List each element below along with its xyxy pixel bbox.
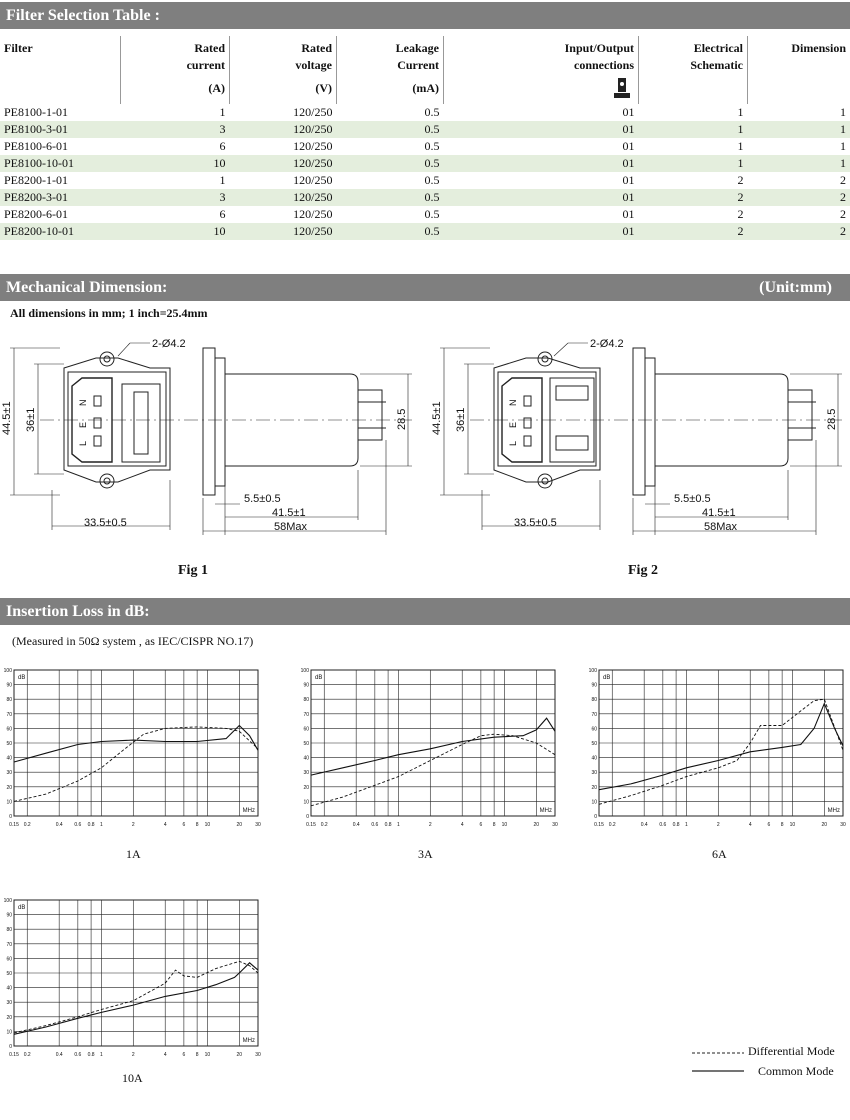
x-tick-label: 6: [182, 822, 186, 828]
x-tick-label: 8: [780, 822, 784, 828]
cell-leakage: 0.5: [424, 139, 440, 153]
connector-icon: [614, 78, 630, 100]
x-tick-label: 10: [204, 1052, 211, 1058]
x-tick-label: 2: [131, 1052, 135, 1058]
x-tick-label: 1: [684, 822, 688, 828]
y-tick-label: 0: [594, 814, 597, 820]
y-unit-label: dB: [315, 675, 323, 681]
x-tick-label: 0.15: [9, 822, 19, 828]
cell-io: 01: [444, 223, 639, 240]
y-tick-label: 70: [6, 711, 12, 718]
x-tick-label: 8: [195, 822, 199, 828]
filter-table-title: Filter Selection Table :: [6, 7, 160, 24]
cell-schematic: 1: [639, 121, 748, 138]
measure-note: (Measured in 50Ω system , as IEC/CISPR NO.17): [12, 634, 254, 648]
y-tick-label: 10: [6, 799, 12, 806]
y-tick-label: 50: [591, 741, 597, 747]
x-unit-label: MHz: [242, 808, 255, 814]
x-tick-label: 0.6: [74, 822, 82, 828]
cell-current: 6: [219, 139, 226, 153]
cell-current: 10: [121, 223, 230, 240]
legend-differential-label: Differential Mode: [748, 1044, 835, 1058]
y-tick-label: 70: [6, 941, 12, 948]
x-unit-label: MHz: [827, 808, 840, 814]
cell-filter: PE8100-10-01: [0, 155, 121, 172]
x-tick-label: 0.15: [306, 822, 316, 828]
col-io-connections: Input/Output connections: [444, 36, 639, 104]
legend-common-label: Common Mode: [758, 1064, 834, 1078]
cell-dimension: 1: [840, 139, 846, 153]
fig1-label: Fig 1: [178, 563, 208, 578]
y-tick-label: 60: [6, 956, 12, 963]
unit-label: (Unit:mm): [759, 279, 832, 296]
x-tick-label: 4: [163, 822, 167, 828]
cell-io: 01: [622, 207, 635, 221]
mechanical-title: Mechanical Dimension:: [6, 279, 168, 296]
x-unit-label: MHz: [242, 1038, 255, 1044]
cell-schematic: 1: [737, 105, 744, 119]
y-tick-label: 90: [6, 912, 12, 919]
x-tick-label: 2: [131, 822, 135, 828]
insertion-title: Insertion Loss in dB:: [6, 603, 150, 620]
chart-3a: [297, 662, 567, 832]
chart-1a-caption: 1A: [126, 847, 141, 861]
y-tick-label: 30: [303, 770, 309, 777]
x-tick-label: 6: [767, 822, 771, 828]
x-tick-label: 8: [492, 822, 496, 828]
cell-voltage: 120/250: [293, 139, 333, 153]
common-mode-line: [14, 963, 258, 1035]
y-unit-label: dB: [18, 905, 26, 911]
x-tick-label: 1: [99, 822, 103, 828]
x-unit-label: MHz: [539, 808, 552, 814]
y-tick-label: 40: [6, 985, 12, 992]
fig2-height-inner: 36±1: [455, 407, 467, 432]
x-tick-label: 0.15: [9, 1052, 19, 1058]
cell-leakage: 0.5: [337, 121, 444, 138]
y-tick-label: 100: [3, 898, 12, 904]
cell-current: 1: [219, 105, 226, 119]
x-tick-label: 2: [428, 822, 432, 828]
x-tick-label: 20: [236, 1052, 243, 1058]
cell-voltage: 120/250: [293, 207, 333, 221]
cell-filter: PE8200-10-01: [0, 223, 121, 240]
cell-leakage: 0.5: [424, 173, 440, 187]
chart-1a: [0, 662, 270, 832]
fig1-hole-bottom: [100, 474, 114, 488]
cell-dimension: 2: [840, 207, 846, 221]
common-mode-line: [311, 718, 555, 775]
filter-table-header-bar: [0, 2, 850, 29]
fig2-height-outer: 44.5±1: [431, 401, 443, 435]
y-tick-label: 0: [9, 1044, 12, 1050]
table-row: [0, 138, 850, 155]
fig1-height-outer: 44.5±1: [1, 401, 13, 435]
y-tick-label: 60: [6, 726, 12, 733]
cell-dimension: 2: [840, 173, 846, 187]
y-tick-label: 90: [303, 682, 309, 689]
cell-io: 01: [444, 121, 639, 138]
cell-voltage: 120/250: [230, 189, 337, 206]
cell-leakage: 0.5: [337, 189, 444, 206]
cell-io: 01: [622, 139, 635, 153]
fig2-body-height: 28.5: [826, 408, 838, 430]
fig1-width: 33.5±0.5: [84, 517, 127, 529]
y-tick-label: 70: [591, 711, 597, 718]
cell-leakage: 0.5: [337, 155, 444, 172]
col-electrical-schematic: Electrical Schematic: [639, 36, 748, 104]
fig1-pin-l: L: [78, 440, 88, 446]
cell-filter: PE8200-3-01: [0, 189, 121, 206]
cell-schematic: 2: [737, 207, 744, 221]
y-tick-label: 10: [6, 1029, 12, 1036]
cell-filter: PE8200-1-01: [4, 173, 68, 187]
fig1-inner-body: [68, 372, 166, 466]
y-tick-label: 20: [591, 784, 597, 791]
fig1-pin-e: E: [78, 421, 88, 428]
y-tick-label: 80: [303, 697, 309, 704]
y-tick-label: 50: [6, 971, 12, 977]
cell-io: 01: [622, 173, 635, 187]
fig1-body-height: 28.5: [396, 408, 408, 430]
chart-6a: [585, 662, 850, 832]
fig2-max-len: 58Max: [704, 521, 738, 533]
y-tick-label: 10: [591, 799, 597, 806]
cell-dimension: 1: [840, 105, 846, 119]
x-tick-label: 6: [479, 822, 483, 828]
table-row: [0, 172, 850, 189]
x-tick-label: 0.2: [320, 822, 328, 828]
differential-mode-line: [311, 734, 555, 806]
x-tick-label: 0.8: [87, 822, 95, 828]
col-rated-voltage: Rated voltage (V): [230, 36, 337, 104]
legend-differential-line: [692, 1050, 744, 1056]
y-tick-label: 20: [303, 784, 309, 791]
y-tick-label: 40: [303, 755, 309, 762]
y-unit-label: dB: [603, 675, 611, 681]
y-tick-label: 100: [588, 668, 597, 674]
legend-common-line: [692, 1068, 744, 1074]
x-tick-label: 30: [840, 822, 846, 828]
y-tick-label: 80: [6, 697, 12, 704]
y-tick-label: 80: [591, 697, 597, 704]
x-tick-label: 0.6: [371, 822, 379, 828]
fig2-drawing: [430, 330, 850, 540]
y-tick-label: 10: [303, 799, 309, 806]
fig1-flange-dim: 5.5±0.5: [244, 493, 281, 505]
insertion-header-bar: [0, 598, 850, 625]
table-row: [0, 121, 850, 138]
fig2-width: 33.5±0.5: [514, 517, 557, 529]
x-tick-label: 30: [255, 1052, 261, 1058]
cell-io: 01: [444, 189, 639, 206]
col-filter: Filter: [4, 41, 33, 55]
fig2-pin-l: L: [508, 440, 518, 446]
cell-leakage: 0.5: [424, 207, 440, 221]
table-row: [0, 155, 850, 172]
cell-voltage: 120/250: [230, 155, 337, 172]
y-tick-label: 0: [306, 814, 309, 820]
fig1-holes-label: 2-Ø4.2: [152, 338, 186, 350]
fig2-label: Fig 2: [628, 563, 658, 578]
x-tick-label: 6: [182, 1052, 186, 1058]
mechanical-header-bar: [0, 274, 850, 301]
cell-voltage: 120/250: [293, 173, 333, 187]
cell-dimension: 1: [748, 121, 850, 138]
y-tick-label: 100: [3, 668, 12, 674]
fig1-fuse-holder: [122, 384, 160, 462]
x-tick-label: 20: [821, 822, 828, 828]
y-tick-label: 30: [6, 770, 12, 777]
y-tick-label: 0: [9, 814, 12, 820]
y-tick-label: 40: [6, 755, 12, 762]
table-row: [0, 223, 850, 240]
fig2-pin-n: N: [508, 399, 518, 406]
y-tick-label: 30: [591, 770, 597, 777]
x-tick-label: 20: [236, 822, 243, 828]
common-mode-line: [599, 704, 843, 790]
y-tick-label: 50: [303, 741, 309, 747]
cell-schematic: 2: [639, 189, 748, 206]
differential-mode-line: [599, 699, 843, 804]
cell-filter: PE8100-1-01: [4, 105, 68, 119]
dimension-note: All dimensions in mm; 1 inch=25.4mm: [10, 306, 208, 320]
cell-current: 3: [121, 189, 230, 206]
cell-leakage: 0.5: [424, 105, 440, 119]
cell-current: 6: [219, 207, 226, 221]
x-tick-label: 0.4: [352, 822, 360, 828]
y-tick-label: 40: [591, 755, 597, 762]
col-rated-current: Rated current (A): [121, 36, 230, 104]
y-tick-label: 100: [300, 668, 309, 674]
y-tick-label: 90: [6, 682, 12, 689]
filter-selection-table: [0, 36, 850, 240]
differential-mode-line: [14, 727, 258, 802]
x-tick-label: 30: [552, 822, 558, 828]
cell-schematic: 1: [737, 139, 744, 153]
fig1-hole-top: [100, 352, 114, 366]
cell-leakage: 0.5: [337, 223, 444, 240]
cell-dimension: 2: [748, 189, 850, 206]
x-tick-label: 0.4: [55, 822, 63, 828]
fig1-side-flange: [203, 348, 215, 495]
fig2-body-len: 41.5±1: [702, 507, 736, 519]
cell-io: 01: [622, 105, 635, 119]
fig1-height-inner: 36±1: [25, 407, 37, 432]
x-tick-label: 4: [748, 822, 752, 828]
table-row: [0, 206, 850, 223]
fig2-pin-e: E: [508, 421, 518, 428]
cell-voltage: 120/250: [230, 121, 337, 138]
fig1-pin-n: N: [78, 399, 88, 406]
x-tick-label: 1: [396, 822, 400, 828]
table-row: [0, 189, 850, 206]
x-tick-label: 0.2: [608, 822, 616, 828]
y-unit-label: dB: [18, 675, 26, 681]
y-tick-label: 60: [303, 726, 309, 733]
cell-dimension: 2: [748, 223, 850, 240]
x-tick-label: 0.8: [672, 822, 680, 828]
x-tick-label: 0.6: [659, 822, 667, 828]
x-tick-label: 0.4: [640, 822, 648, 828]
y-tick-label: 30: [6, 1000, 12, 1007]
y-tick-label: 60: [591, 726, 597, 733]
chart-10a: [0, 892, 270, 1062]
cell-schematic: 1: [639, 155, 748, 172]
table-row: [0, 104, 850, 121]
fig1-body-len: 41.5±1: [272, 507, 306, 519]
x-tick-label: 20: [533, 822, 540, 828]
cell-io: 01: [444, 155, 639, 172]
col-leakage-current: Leakage Current (mA): [337, 36, 444, 104]
y-tick-label: 80: [6, 927, 12, 934]
differential-mode-line: [14, 961, 258, 1033]
cell-current: 1: [219, 173, 226, 187]
fig1-drawing: [0, 330, 420, 540]
cell-voltage: 120/250: [230, 223, 337, 240]
x-tick-label: 0.2: [23, 1052, 31, 1058]
x-tick-label: 0.4: [55, 1052, 63, 1058]
x-tick-label: 0.8: [87, 1052, 95, 1058]
fig2-holes-label: 2-Ø4.2: [590, 338, 624, 350]
y-tick-label: 20: [6, 784, 12, 791]
y-tick-label: 50: [6, 741, 12, 747]
cell-schematic: 2: [639, 223, 748, 240]
x-tick-label: 30: [255, 822, 261, 828]
y-tick-label: 20: [6, 1014, 12, 1021]
cell-schematic: 2: [737, 173, 744, 187]
x-tick-label: 0.8: [384, 822, 392, 828]
cell-filter: PE8100-6-01: [4, 139, 68, 153]
cell-current: 10: [121, 155, 230, 172]
chart-3a-caption: 3A: [418, 847, 433, 861]
x-tick-label: 4: [460, 822, 464, 828]
x-tick-label: 0.2: [23, 822, 31, 828]
chart-6a-caption: 6A: [712, 847, 727, 861]
y-tick-label: 90: [591, 682, 597, 689]
x-tick-label: 2: [716, 822, 720, 828]
col-dimension: Dimension: [748, 36, 850, 104]
cell-filter: PE8100-3-01: [0, 121, 121, 138]
x-tick-label: 4: [163, 1052, 167, 1058]
common-mode-line: [14, 726, 258, 763]
y-tick-label: 70: [303, 711, 309, 718]
x-tick-label: 1: [99, 1052, 103, 1058]
chart-10a-caption: 10A: [122, 1071, 143, 1085]
x-tick-label: 10: [789, 822, 796, 828]
cell-current: 3: [121, 121, 230, 138]
x-tick-label: 0.6: [74, 1052, 82, 1058]
fig2-side-flange: [633, 348, 645, 495]
table-header-row: [0, 36, 850, 104]
fig2-flange-dim: 5.5±0.5: [674, 493, 711, 505]
x-tick-label: 8: [195, 1052, 199, 1058]
cell-filter: PE8200-6-01: [4, 207, 68, 221]
x-tick-label: 10: [204, 822, 211, 828]
x-tick-label: 0.15: [594, 822, 604, 828]
x-tick-label: 10: [501, 822, 508, 828]
fig1-max-len: 58Max: [274, 521, 308, 533]
cell-dimension: 1: [748, 155, 850, 172]
cell-voltage: 120/250: [293, 105, 333, 119]
